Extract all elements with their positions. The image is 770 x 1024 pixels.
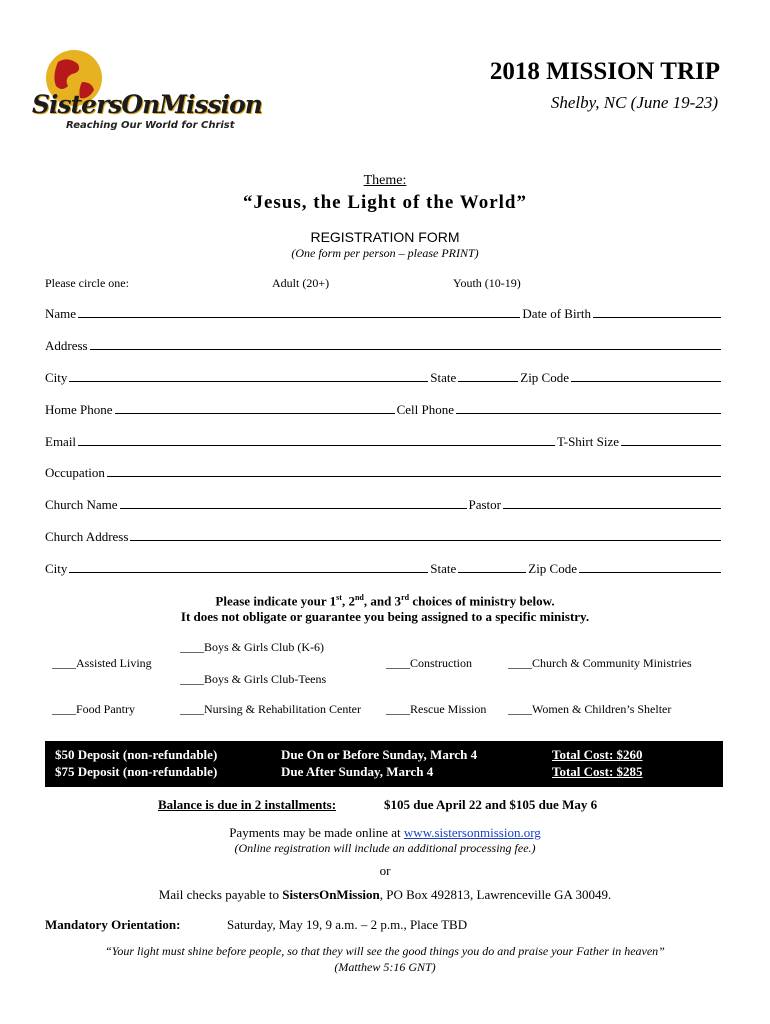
- name-label: Name: [45, 306, 77, 321]
- orientation-label: Mandatory Orientation:: [45, 917, 181, 932]
- row-address: [45, 338, 723, 354]
- orientation-text: Saturday, May 19, 9 a.m. – 2 p.m., Place TBD: [227, 917, 468, 932]
- circle-label: Please circle one:: [45, 276, 129, 290]
- payment-or: or: [379, 863, 391, 878]
- church-address-label: Church Address: [45, 529, 129, 544]
- church-state-label: State: [430, 561, 457, 576]
- email-field[interactable]: [78, 435, 555, 446]
- balance-label: Balance is due in 2 installments:: [158, 797, 337, 812]
- name-field[interactable]: [78, 307, 520, 318]
- mail-checks: Mail checks payable to SistersOnMission, PO Box 492813, Lawrenceville GA 30049.: [158, 887, 612, 902]
- church-zip-label: Zip Code: [528, 561, 577, 576]
- scripture-quote: “Your light must shine before people, so that they will see the good things you do and praise your Father in heaven”: [105, 944, 665, 958]
- scripture-reference: (Matthew 5:16 GNT): [334, 960, 436, 974]
- city-label: City: [45, 370, 68, 385]
- row-city: [45, 370, 723, 386]
- address-field[interactable]: [90, 339, 721, 350]
- page-subtitle: Shelby, NC (June 19-23): [550, 93, 718, 112]
- church-state-field[interactable]: [458, 562, 526, 573]
- payment-online: Payments may be made online at www.sistersonmission.org: [229, 825, 541, 840]
- pastor-field[interactable]: [503, 498, 721, 509]
- form-title: REGISTRATION FORM: [310, 229, 460, 245]
- website-link[interactable]: www.sistersonmission.org: [403, 825, 541, 840]
- cell-phone-field[interactable]: [456, 403, 721, 414]
- row-church: [45, 497, 723, 513]
- tshirt-label: T-Shirt Size: [557, 434, 619, 449]
- church-name-label: Church Name: [45, 497, 118, 512]
- church-zip-field[interactable]: [579, 562, 721, 573]
- zip-field[interactable]: [571, 371, 721, 382]
- address-label: Address: [45, 338, 88, 353]
- city-field[interactable]: [69, 371, 428, 382]
- occupation-label: Occupation: [45, 465, 105, 480]
- ministry-church-community[interactable]: ____Church & Community Ministries: [508, 656, 692, 670]
- row-church-city: [45, 561, 723, 577]
- theme-text: “Jesus, the Light of the World”: [242, 192, 527, 213]
- tshirt-field[interactable]: [621, 435, 721, 446]
- email-label: Email: [45, 434, 77, 449]
- ministry-assisted-living[interactable]: ____Assisted Living: [52, 656, 152, 670]
- home-phone-label: Home Phone: [45, 402, 113, 417]
- logo-name: SistersOnMission: [32, 90, 262, 119]
- pastor-label: Pastor: [468, 497, 501, 512]
- logo: [30, 48, 260, 140]
- balance-text: $105 due April 22 and $105 due May 6: [384, 797, 598, 812]
- ministry-rescue[interactable]: ____Rescue Mission: [386, 702, 487, 716]
- total-1: Total Cost: $260: [552, 747, 643, 762]
- option-youth[interactable]: Youth (10-19): [453, 276, 521, 290]
- ministry-food-pantry[interactable]: ____Food Pantry: [52, 702, 136, 716]
- church-address-field[interactable]: [130, 530, 721, 541]
- ministry-instruction: Please indicate your 1st, 2nd, and 3rd choices of ministry below.: [215, 593, 555, 609]
- row-email: [45, 434, 723, 450]
- due-2: Due After Sunday, March 4: [281, 764, 434, 779]
- cost-banner: [45, 741, 723, 787]
- ministry-boys-girls[interactable]: ____Boys & Girls Club (K-6): [180, 640, 324, 654]
- cell-phone-label: Cell Phone: [396, 402, 454, 417]
- dob-field[interactable]: [593, 307, 721, 318]
- deposit-1: $50 Deposit (non-refundable): [55, 747, 218, 762]
- total-2: Total Cost: $285: [552, 764, 643, 779]
- dob-label: Date of Birth: [522, 306, 591, 321]
- ministry-construction[interactable]: ____Construction: [386, 656, 472, 670]
- form-note: (One form per person – please PRINT): [291, 246, 479, 260]
- home-phone-field[interactable]: [115, 403, 395, 414]
- deposit-2: $75 Deposit (non-refundable): [55, 764, 218, 779]
- church-name-field[interactable]: [120, 498, 467, 509]
- state-field[interactable]: [458, 371, 518, 382]
- state-label: State: [430, 370, 457, 385]
- zip-label: Zip Code: [520, 370, 569, 385]
- row-church-address: [45, 529, 723, 545]
- ministry-teens[interactable]: ____Boys & Girls Club-Teens: [180, 672, 327, 686]
- ministry-disclaimer: It does not obligate or guarantee you being assigned to a specific ministry.: [180, 609, 590, 624]
- ministry-nursing[interactable]: ____Nursing & Rehabilitation Center: [180, 702, 361, 716]
- occupation-field[interactable]: [107, 466, 721, 477]
- church-city-label: City: [45, 561, 68, 576]
- row-name: [45, 306, 723, 322]
- logo-tagline: Reaching Our World for Christ: [66, 120, 235, 131]
- theme-label: Theme:: [363, 173, 407, 188]
- page-title: 2018 MISSION TRIP: [489, 58, 720, 85]
- row-phone: [45, 402, 723, 418]
- due-1: Due On or Before Sunday, March 4: [281, 747, 478, 762]
- payment-note: (Online registration will include an additional processing fee.): [234, 841, 536, 855]
- ministry-women-shelter[interactable]: ____Women & Children’s Shelter: [508, 702, 672, 716]
- row-occupation: [45, 465, 723, 481]
- option-adult[interactable]: Adult (20+): [272, 276, 330, 290]
- church-city-field[interactable]: [69, 562, 428, 573]
